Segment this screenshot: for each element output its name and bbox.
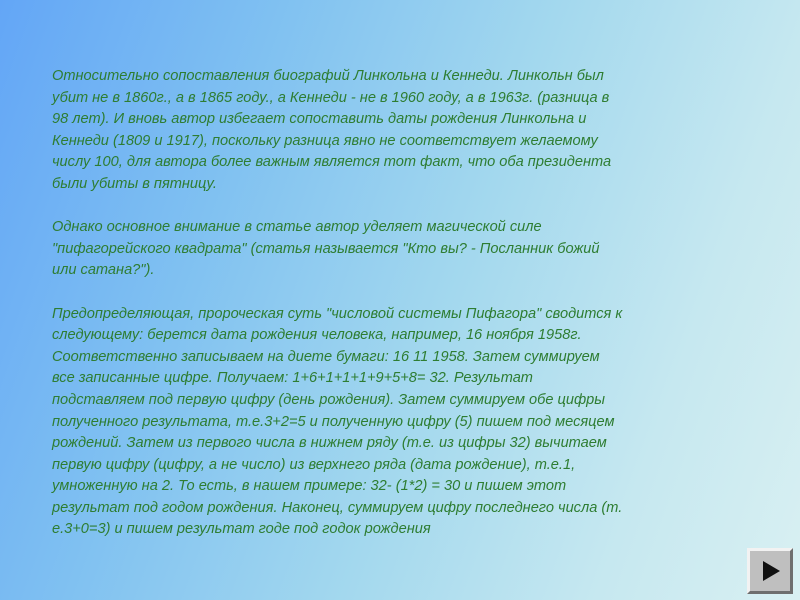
paragraph-lincoln-kennedy — [52, 66, 757, 196]
text-line: Однако основное внимание в статье автор уделяет магической силе — [52, 219, 542, 236]
paragraph-pythagorean-square — [52, 217, 757, 282]
text-line: полученного результата, т.е.3+2=5 и полученную цифру (5) пишем под месяцем — [52, 413, 615, 430]
next-slide-button[interactable] — [747, 548, 793, 594]
text-line: умноженную на 2. То есть, в нашем примере: 32- (1*2) = 30 и пишем этот — [52, 478, 567, 495]
text-line: следующему: берется дата рождения человека, например, 16 ноября 1958г. — [52, 327, 582, 344]
text-line: или сатана?"). — [52, 262, 155, 279]
text-line: Кеннеди (1809 и 1917), поскольку разница явно не соответствует желаемому — [52, 132, 598, 149]
text-line: числу 100, для автора более важным является тот факт, что оба президента — [52, 154, 612, 171]
text-line: 98 лет). И вновь автор избегает сопоставить даты рождения Линкольна и — [52, 111, 587, 128]
text-line: все записанные цифре. Получаем: 1+6+1+1+1+9+5+8= 32. Результат — [52, 370, 533, 387]
paragraph-number-system — [52, 304, 757, 542]
text-line: Соответственно записываем на диете бумаги: 16 11 1958. Затем суммируем — [52, 348, 600, 365]
text-line: Предопределяющая, пророческая суть "числовой системы Пифагора" сводится к — [52, 305, 623, 322]
text-line: подставляем под первую цифру (день рождения). Затем суммируем обе цифры — [52, 391, 606, 408]
text-line: е.3+0=3) и пишем результат годе под годок рождения — [52, 521, 431, 538]
paragraph-gap — [52, 196, 757, 218]
text-line: первую цифру (цифру, а не число) из верхнего ряда (дата рождение), т.е.1, — [52, 456, 576, 473]
text-line: убит не в 1860г., а в 1865 году., а Кеннеди - не в 1960 году, а в 1963г. (разница в — [52, 89, 610, 106]
text-line: "пифагорейского квадрата" (статья называется "Кто вы? - Посланник божий — [52, 240, 600, 257]
slide-text-body — [52, 66, 757, 541]
text-line: рождений. Затем из первого числа в нижнем ряду (т.е. из цифры 32) вычитаем — [52, 435, 607, 452]
play-triangle-icon — [756, 557, 784, 585]
text-line: результат под годом рождения. Наконец, суммируем цифру последнего числа (т. — [52, 499, 623, 516]
text-line: Относительно сопоставления биографий Линкольна и Кеннеди. Линкольн был — [52, 68, 604, 84]
paragraph-gap — [52, 282, 757, 304]
text-line: были убиты в пятницу. — [52, 175, 217, 192]
